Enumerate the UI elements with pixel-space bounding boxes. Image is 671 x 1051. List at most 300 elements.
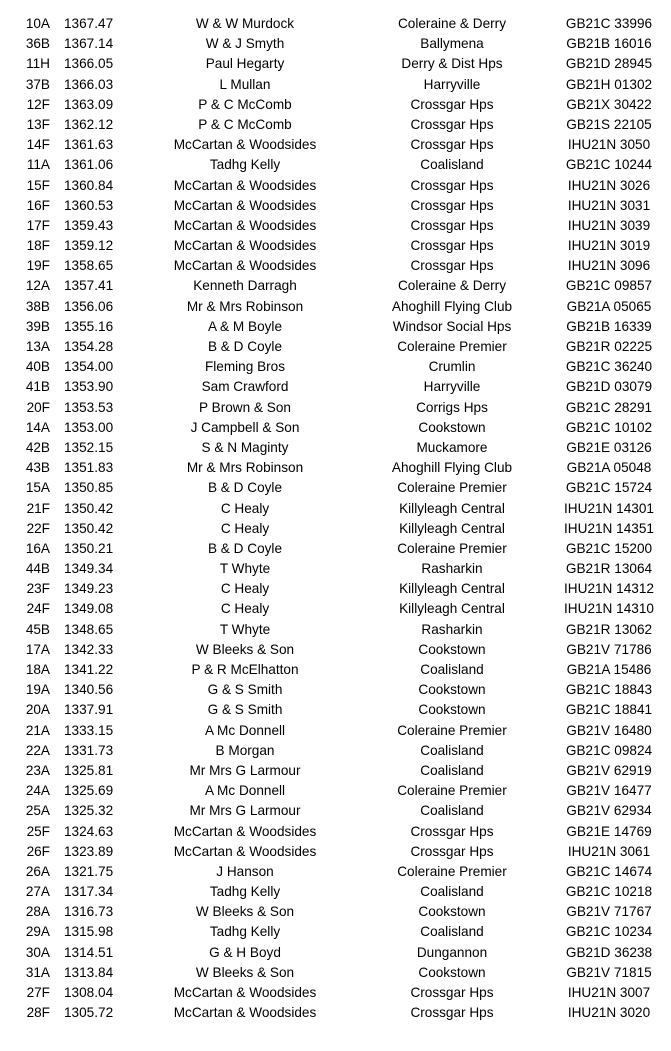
- velocity-cell: 1366.03: [64, 76, 114, 92]
- velocity-cell: 1348.65: [64, 621, 114, 637]
- table-row: [0, 458, 671, 478]
- fancier-name-cell: P Brown & Son: [199, 399, 291, 415]
- table-row: [0, 983, 671, 1003]
- ring-number-cell: GB21C 28291: [565, 399, 653, 415]
- position-cell: 31A: [25, 964, 50, 980]
- velocity-cell: 1317.34: [64, 884, 114, 900]
- ring-number-cell: GB21E 14769: [566, 823, 652, 839]
- velocity-cell: 1313.84: [64, 964, 114, 980]
- fancier-name-cell: B & D Coyle: [207, 480, 283, 496]
- position-cell: 13A: [25, 339, 50, 354]
- fancier-name-cell: McCartan & Woodsides: [173, 843, 317, 859]
- ring-number-cell: GB21C 10244: [565, 157, 653, 173]
- ring-number-cell: GB21C 09824: [565, 742, 653, 758]
- velocity-cell: 1353.90: [64, 379, 114, 395]
- ring-number-cell: IHU21N 3031: [567, 197, 651, 213]
- club-cell: Crossgar Hps: [410, 238, 494, 254]
- velocity-cell: 1354.28: [64, 339, 114, 354]
- club-cell: Killyleagh Central: [399, 520, 505, 536]
- ring-number-cell: GB21A 05065: [566, 298, 652, 314]
- position-cell: 29A: [25, 924, 50, 940]
- ring-number-cell: IHU21N 14301: [564, 500, 654, 516]
- position-cell: 36B: [25, 36, 50, 52]
- table-row: [0, 276, 671, 296]
- club-cell: Coleraine Premier: [397, 722, 507, 738]
- table-row: [0, 963, 671, 983]
- position-cell: 23F: [26, 581, 50, 597]
- fancier-name-cell: J Hanson: [216, 863, 274, 879]
- velocity-cell: 1321.75: [64, 863, 114, 879]
- club-cell: Crossgar Hps: [410, 96, 494, 112]
- position-cell: 42B: [25, 439, 50, 455]
- ring-number-cell: GB21C 10102: [565, 419, 653, 435]
- position-cell: 11A: [26, 157, 50, 173]
- results-table: [0, 14, 671, 1023]
- ring-number-cell: GB21V 71786: [566, 641, 652, 657]
- table-row: [0, 922, 671, 942]
- table-row: [0, 741, 671, 761]
- table-row: [0, 539, 671, 559]
- velocity-cell: 1356.06: [64, 298, 114, 314]
- velocity-cell: 1357.41: [64, 278, 114, 294]
- club-cell: Coleraine Premier: [397, 480, 507, 496]
- velocity-cell: 1350.85: [64, 480, 114, 496]
- club-cell: Crossgar Hps: [410, 1005, 494, 1021]
- position-cell: 39B: [25, 318, 50, 334]
- fancier-name-cell: T Whyte: [219, 621, 271, 637]
- velocity-cell: 1325.69: [64, 783, 114, 799]
- club-cell: Cookstown: [418, 641, 486, 657]
- ring-number-cell: GB21C 18841: [565, 702, 653, 718]
- fancier-name-cell: Fleming Bros: [204, 359, 286, 375]
- club-cell: Corrigs Hps: [416, 399, 488, 415]
- fancier-name-cell: Tadhg Kelly: [209, 157, 281, 173]
- table-row: [0, 620, 671, 640]
- table-row: [0, 337, 671, 357]
- table-row: [0, 297, 671, 317]
- table-row: [0, 418, 671, 438]
- velocity-cell: 1359.43: [64, 217, 114, 233]
- club-cell: Coleraine Premier: [397, 540, 507, 556]
- table-row: [0, 1003, 671, 1023]
- fancier-name-cell: B Morgan: [215, 742, 275, 758]
- club-cell: Coalisland: [420, 803, 484, 819]
- ring-number-cell: GB21D 03079: [565, 379, 653, 395]
- velocity-cell: 1367.47: [64, 16, 114, 31]
- ring-number-cell: GB21V 62919: [566, 762, 652, 778]
- club-cell: Rasharkin: [421, 561, 483, 577]
- ring-number-cell: IHU21N 14310: [564, 601, 654, 617]
- position-cell: 21F: [26, 500, 50, 516]
- position-cell: 17F: [26, 217, 50, 233]
- club-cell: Crossgar Hps: [410, 137, 494, 153]
- fancier-name-cell: Tadhg Kelly: [209, 924, 281, 940]
- club-cell: Cookstown: [418, 682, 486, 698]
- position-cell: 15F: [26, 177, 50, 193]
- club-cell: Cookstown: [418, 964, 486, 980]
- club-cell: Crossgar Hps: [410, 843, 494, 859]
- table-row: [0, 75, 671, 95]
- position-cell: 14F: [26, 137, 50, 153]
- fancier-name-cell: C Healy: [220, 581, 270, 597]
- position-cell: 38B: [25, 298, 50, 314]
- velocity-cell: 1316.73: [64, 904, 114, 920]
- club-cell: Dungannon: [416, 944, 488, 960]
- velocity-cell: 1350.42: [64, 520, 114, 536]
- velocity-cell: 1360.84: [64, 177, 114, 193]
- position-cell: 22F: [26, 520, 50, 536]
- fancier-name-cell: McCartan & Woodsides: [173, 238, 317, 254]
- velocity-cell: 1342.33: [64, 641, 114, 657]
- club-cell: Coalisland: [420, 662, 484, 677]
- club-cell: Coleraine & Derry: [397, 16, 507, 31]
- fancier-name-cell: G & S Smith: [207, 682, 283, 698]
- table-row: [0, 155, 671, 175]
- ring-number-cell: GB21C 15724: [565, 480, 653, 496]
- position-cell: 44B: [25, 561, 50, 577]
- ring-number-cell: GB21S 22105: [566, 116, 652, 132]
- ring-number-cell: IHU21N 3007: [567, 985, 651, 1000]
- velocity-cell: 1350.42: [64, 500, 114, 516]
- position-cell: 13F: [26, 116, 50, 132]
- ring-number-cell: IHU21N 3026: [567, 177, 651, 193]
- ring-number-cell: GB21B 16016: [566, 36, 652, 52]
- table-row: [0, 579, 671, 599]
- club-cell: Killyleagh Central: [399, 500, 505, 516]
- table-row: [0, 317, 671, 337]
- position-cell: 20F: [26, 399, 50, 415]
- table-row: [0, 135, 671, 155]
- velocity-cell: 1361.06: [64, 157, 114, 173]
- fancier-name-cell: Paul Hegarty: [205, 56, 285, 72]
- ring-number-cell: GB21D 28945: [565, 56, 653, 72]
- ring-number-cell: GB21C 09857: [565, 278, 653, 294]
- position-cell: 25F: [26, 823, 50, 839]
- club-cell: Crumlin: [428, 359, 476, 375]
- club-cell: Ahoghill Flying Club: [391, 460, 513, 476]
- ring-number-cell: GB21V 16477: [566, 783, 652, 799]
- club-cell: Windsor Social Hps: [392, 318, 512, 334]
- fancier-name-cell: A Mc Donnell: [204, 722, 286, 738]
- table-row: [0, 95, 671, 115]
- position-cell: 18F: [26, 238, 50, 254]
- club-cell: Crossgar Hps: [410, 258, 494, 274]
- fancier-name-cell: Kenneth Darragh: [193, 278, 297, 294]
- fancier-name-cell: G & H Boyd: [209, 944, 281, 960]
- table-row: [0, 377, 671, 397]
- ring-number-cell: IHU21N 3019: [567, 238, 651, 254]
- position-cell: 12F: [26, 96, 50, 112]
- club-cell: Coleraine Premier: [397, 339, 507, 354]
- table-row: [0, 398, 671, 418]
- velocity-cell: 1366.05: [64, 56, 114, 72]
- table-row: [0, 499, 671, 519]
- fancier-name-cell: Sam Crawford: [201, 379, 289, 395]
- position-cell: 37B: [25, 76, 50, 92]
- position-cell: 20A: [25, 702, 50, 718]
- table-row: [0, 599, 671, 619]
- position-cell: 41B: [25, 379, 50, 395]
- club-cell: Crossgar Hps: [410, 823, 494, 839]
- club-cell: Crossgar Hps: [410, 985, 494, 1000]
- table-row: [0, 801, 671, 821]
- ring-number-cell: GB21V 71815: [566, 964, 652, 980]
- ring-number-cell: GB21B 16339: [566, 318, 652, 334]
- club-cell: Crossgar Hps: [410, 197, 494, 213]
- position-cell: 27A: [25, 884, 50, 900]
- fancier-name-cell: McCartan & Woodsides: [173, 1005, 317, 1021]
- position-cell: 15A: [25, 480, 50, 496]
- velocity-cell: 1349.08: [64, 601, 114, 617]
- ring-number-cell: GB21C 10234: [565, 924, 653, 940]
- ring-number-cell: IHU21N 14351: [564, 520, 654, 536]
- fancier-name-cell: G & S Smith: [207, 702, 283, 718]
- ring-number-cell: GB21V 16480: [566, 722, 652, 738]
- velocity-cell: 1358.65: [64, 258, 114, 274]
- position-cell: 17A: [25, 641, 50, 657]
- fancier-name-cell: McCartan & Woodsides: [173, 137, 317, 153]
- ring-number-cell: IHU21N 3039: [567, 217, 651, 233]
- velocity-cell: 1315.98: [64, 924, 114, 940]
- table-row: [0, 438, 671, 458]
- table-row: [0, 882, 671, 902]
- ring-number-cell: GB21R 13062: [565, 621, 653, 637]
- position-cell: 19A: [25, 682, 50, 698]
- club-cell: Cookstown: [418, 702, 486, 718]
- position-cell: 45B: [25, 621, 50, 637]
- velocity-cell: 1367.14: [64, 36, 114, 52]
- club-cell: Coalisland: [420, 884, 484, 900]
- fancier-name-cell: P & C McComb: [198, 116, 292, 132]
- position-cell: 24A: [25, 783, 50, 799]
- velocity-cell: 1362.12: [64, 116, 114, 132]
- ring-number-cell: GB21V 62934: [566, 803, 652, 819]
- table-row: [0, 216, 671, 236]
- ring-number-cell: IHU21N 3061: [567, 843, 651, 859]
- velocity-cell: 1361.63: [64, 137, 114, 153]
- table-row: [0, 14, 671, 34]
- position-cell: 22A: [25, 742, 50, 758]
- club-cell: Crossgar Hps: [410, 217, 494, 233]
- position-cell: 43B: [25, 460, 50, 476]
- club-cell: Cookstown: [418, 904, 486, 920]
- table-row: [0, 660, 671, 680]
- club-cell: Coalisland: [420, 762, 484, 778]
- ring-number-cell: GB21C 36240: [565, 359, 653, 375]
- position-cell: 18A: [25, 662, 50, 677]
- velocity-cell: 1340.56: [64, 682, 114, 698]
- position-cell: 26A: [25, 863, 50, 879]
- velocity-cell: 1359.12: [64, 238, 114, 254]
- velocity-cell: 1331.73: [64, 742, 114, 758]
- fancier-name-cell: McCartan & Woodsides: [173, 217, 317, 233]
- fancier-name-cell: S & N Maginty: [201, 439, 289, 455]
- club-cell: Killyleagh Central: [399, 581, 505, 597]
- velocity-cell: 1353.00: [64, 419, 114, 435]
- ring-number-cell: IHU21N 3050: [567, 137, 651, 153]
- ring-number-cell: GB21C 10218: [565, 884, 653, 900]
- fancier-name-cell: McCartan & Woodsides: [173, 823, 317, 839]
- fancier-name-cell: A & M Boyle: [207, 318, 283, 334]
- table-row: [0, 256, 671, 276]
- table-row: [0, 822, 671, 842]
- club-cell: Rasharkin: [421, 621, 483, 637]
- position-cell: 10A: [25, 16, 50, 31]
- ring-number-cell: GB21V 71767: [566, 904, 652, 920]
- position-cell: 16A: [25, 540, 50, 556]
- ring-number-cell: GB21D 36238: [565, 944, 653, 960]
- position-cell: 40B: [25, 359, 50, 375]
- position-cell: 28A: [25, 904, 50, 920]
- table-row: [0, 196, 671, 216]
- fancier-name-cell: McCartan & Woodsides: [173, 197, 317, 213]
- table-row: [0, 176, 671, 196]
- velocity-cell: 1352.15: [64, 439, 114, 455]
- table-row: [0, 519, 671, 539]
- fancier-name-cell: A Mc Donnell: [204, 783, 286, 799]
- position-cell: 14A: [25, 419, 50, 435]
- table-row: [0, 680, 671, 700]
- club-cell: Crossgar Hps: [410, 116, 494, 132]
- table-row: [0, 721, 671, 741]
- fancier-name-cell: P & R McElhatton: [191, 662, 299, 677]
- table-row: [0, 54, 671, 74]
- fancier-name-cell: J Campbell & Son: [190, 419, 300, 435]
- ring-number-cell: GB21R 13064: [565, 561, 653, 577]
- fancier-name-cell: McCartan & Woodsides: [173, 258, 317, 274]
- velocity-cell: 1355.16: [64, 318, 114, 334]
- ring-number-cell: IHU21N 14312: [564, 581, 654, 597]
- fancier-name-cell: L Mullan: [219, 76, 271, 92]
- fancier-name-cell: W & J Smyth: [205, 36, 285, 52]
- position-cell: 27F: [26, 985, 50, 1000]
- ring-number-cell: GB21R 02225: [565, 339, 653, 354]
- fancier-name-cell: C Healy: [220, 500, 270, 516]
- table-row: [0, 842, 671, 862]
- table-row: [0, 781, 671, 801]
- fancier-name-cell: Mr & Mrs Robinson: [186, 460, 304, 476]
- ring-number-cell: GB21E 03126: [566, 439, 652, 455]
- fancier-name-cell: W Bleeks & Son: [195, 641, 295, 657]
- table-row: [0, 357, 671, 377]
- table-row: [0, 943, 671, 963]
- velocity-cell: 1325.32: [64, 803, 114, 819]
- position-cell: 30A: [25, 944, 50, 960]
- velocity-cell: 1360.53: [64, 197, 114, 213]
- position-cell: 11H: [26, 56, 50, 72]
- ring-number-cell: GB21A 05048: [566, 460, 652, 476]
- velocity-cell: 1324.63: [64, 823, 114, 839]
- fancier-name-cell: McCartan & Woodsides: [173, 985, 317, 1000]
- ring-number-cell: GB21H 01302: [565, 76, 653, 92]
- fancier-name-cell: W Bleeks & Son: [195, 904, 295, 920]
- velocity-cell: 1314.51: [64, 944, 114, 960]
- position-cell: 12A: [25, 278, 50, 294]
- velocity-cell: 1350.21: [64, 540, 114, 556]
- club-cell: Derry & Dist Hps: [401, 56, 503, 72]
- club-cell: Killyleagh Central: [399, 601, 505, 617]
- club-cell: Coleraine Premier: [397, 863, 507, 879]
- fancier-name-cell: P & C McComb: [198, 96, 292, 112]
- position-cell: 19F: [26, 258, 50, 274]
- velocity-cell: 1354.00: [64, 359, 114, 375]
- fancier-name-cell: T Whyte: [219, 561, 271, 577]
- velocity-cell: 1349.34: [64, 561, 114, 577]
- club-cell: Cookstown: [418, 419, 486, 435]
- table-row: [0, 761, 671, 781]
- velocity-cell: 1351.83: [64, 460, 114, 476]
- club-cell: Coalisland: [420, 157, 484, 173]
- club-cell: Crossgar Hps: [410, 177, 494, 193]
- ring-number-cell: GB21C 18843: [565, 682, 653, 698]
- fancier-name-cell: W & W Murdock: [195, 16, 295, 31]
- fancier-name-cell: B & D Coyle: [207, 540, 283, 556]
- table-row: [0, 115, 671, 135]
- fancier-name-cell: B & D Coyle: [207, 339, 283, 354]
- table-row: [0, 34, 671, 54]
- velocity-cell: 1305.72: [64, 1005, 114, 1021]
- table-row: [0, 559, 671, 579]
- club-cell: Harryville: [423, 76, 481, 92]
- club-cell: Coleraine & Derry: [397, 278, 507, 294]
- fancier-name-cell: C Healy: [220, 601, 270, 617]
- fancier-name-cell: C Healy: [220, 520, 270, 536]
- position-cell: 21A: [25, 722, 50, 738]
- position-cell: 28F: [26, 1005, 50, 1021]
- position-cell: 24F: [26, 601, 50, 617]
- club-cell: Coleraine Premier: [397, 783, 507, 799]
- velocity-cell: 1333.15: [64, 722, 114, 738]
- club-cell: Harryville: [423, 379, 481, 395]
- position-cell: 16F: [26, 197, 50, 213]
- fancier-name-cell: Mr & Mrs Robinson: [186, 298, 304, 314]
- fancier-name-cell: Tadhg Kelly: [209, 884, 281, 900]
- ring-number-cell: IHU21N 3096: [567, 258, 651, 274]
- ring-number-cell: GB21C 33996: [565, 16, 653, 31]
- fancier-name-cell: Mr Mrs G Larmour: [189, 762, 301, 778]
- club-cell: Coalisland: [420, 742, 484, 758]
- ring-number-cell: IHU21N 3020: [567, 1005, 651, 1021]
- position-cell: 25A: [25, 803, 50, 819]
- club-cell: Ballymena: [420, 36, 484, 52]
- velocity-cell: 1353.53: [64, 399, 114, 415]
- table-row: [0, 640, 671, 660]
- ring-number-cell: GB21X 30422: [566, 96, 652, 112]
- ring-number-cell: GB21C 15200: [565, 540, 653, 556]
- club-cell: Ahoghill Flying Club: [391, 298, 513, 314]
- ring-number-cell: GB21A 15486: [566, 662, 652, 677]
- position-cell: 26F: [26, 843, 50, 859]
- table-row: [0, 862, 671, 882]
- velocity-cell: 1363.09: [64, 96, 114, 112]
- fancier-name-cell: McCartan & Woodsides: [173, 177, 317, 193]
- table-row: [0, 478, 671, 498]
- table-row: [0, 700, 671, 720]
- table-row: [0, 236, 671, 256]
- velocity-cell: 1323.89: [64, 843, 114, 859]
- fancier-name-cell: Mr Mrs G Larmour: [189, 803, 301, 819]
- velocity-cell: 1325.81: [64, 762, 114, 778]
- fancier-name-cell: W Bleeks & Son: [195, 964, 295, 980]
- velocity-cell: 1349.23: [64, 581, 114, 597]
- table-row: [0, 902, 671, 922]
- club-cell: Coalisland: [420, 924, 484, 940]
- velocity-cell: 1341.22: [64, 662, 114, 677]
- club-cell: Muckamore: [416, 439, 488, 455]
- ring-number-cell: GB21C 14674: [565, 863, 653, 879]
- velocity-cell: 1308.04: [64, 985, 114, 1000]
- velocity-cell: 1337.91: [64, 702, 114, 718]
